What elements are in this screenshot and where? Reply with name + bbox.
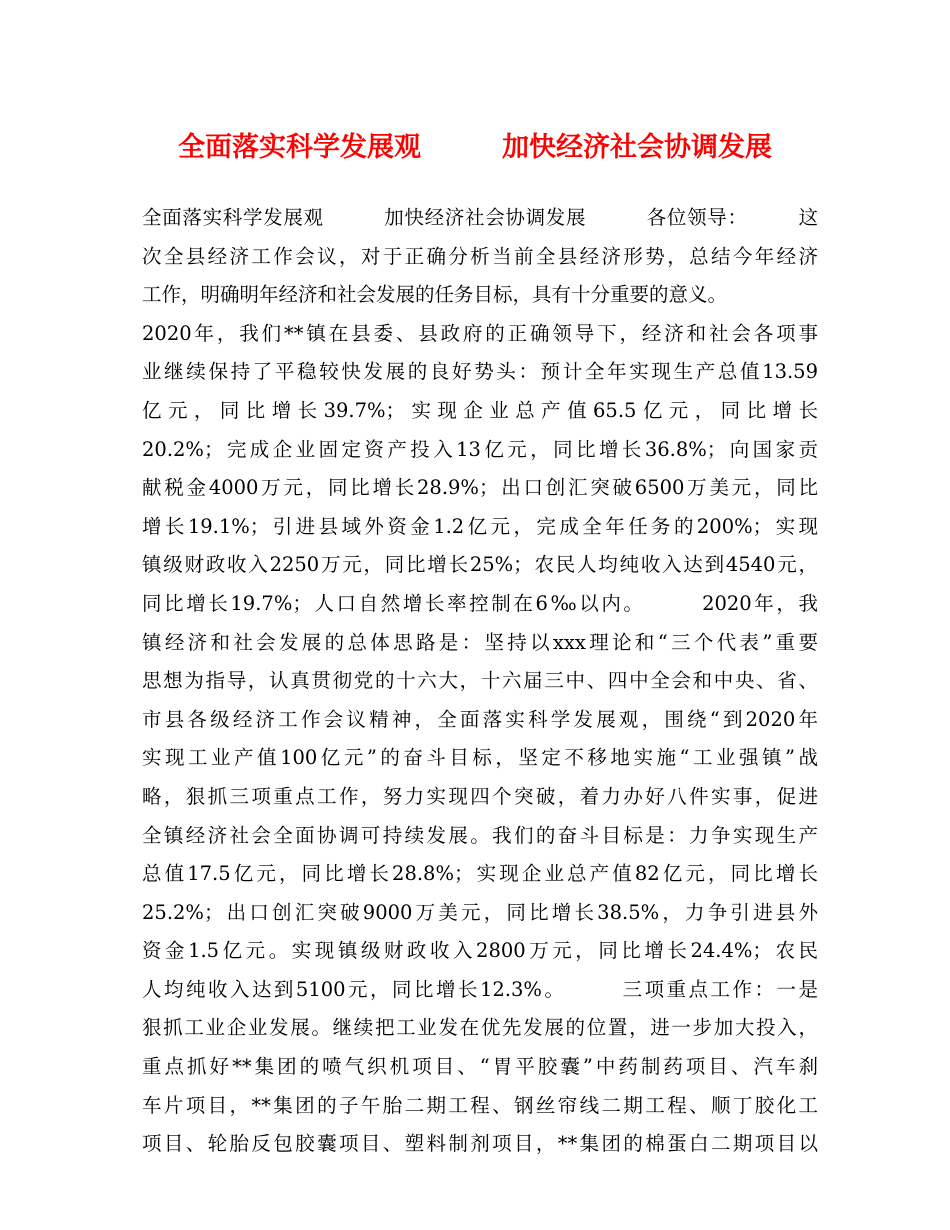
body-line: 亿元，同比增长39.7%；实现企业总产值65.5亿元，同比增长 (142, 398, 818, 422)
body-line: 2020年，我们**镇在县委、县政府的正确领导下，经济和社会各项事 (142, 321, 818, 345)
body-line: 思想为指导，认真贯彻党的十六大，十六届三中、四中全会和中央、省、 (142, 669, 818, 693)
body-line: 镇级财政收入2250万元，同比增长25%；农民人均纯收入达到4540元， (142, 553, 818, 577)
body-line: 略，狠抓三项重点工作，努力实现四个突破，着力办好八件实事，促进 (142, 784, 818, 808)
body-line: 车片项目，**集团的子午胎二期工程、钢丝帘线二期工程、顺丁胶化工 (142, 1093, 818, 1117)
body-line: 业继续保持了平稳较快发展的良好势头：预计全年实现生产总值13.59 (142, 360, 818, 384)
body-line: 总值17.5亿元，同比增长28.8%；实现企业总产值82亿元，同比增长 (142, 862, 818, 886)
body-line: 25.2%；出口创汇突破9000万美元，同比增长38.5%，力争引进县外 (142, 900, 818, 924)
body-line: 工作，明确明年经济和社会发展的任务目标，具有十分重要的意义。 (142, 283, 728, 307)
body-line: 项目、轮胎反包胶囊项目、塑料制剂项目，**集团的棉蛋白二期项目以 (142, 1132, 818, 1156)
body-line: 全面落实科学发展观 加快经济社会协调发展 各位领导： 这 (142, 206, 818, 229)
body-line: 20.2%；完成企业固定资产投入13亿元，同比增长36.8%；向国家贡 (142, 437, 818, 461)
document-title: 全面落实科学发展观 加快经济社会协调发展 (178, 132, 772, 163)
body-line: 重点抓好**集团的喷气织机项目、“胃平胶囊”中药制药项目、汽车刹 (142, 1055, 818, 1079)
body-line: 次全县经济工作会议，对于正确分析当前全县经济形势，总结今年经济 (142, 244, 818, 268)
body-line: 同比增长19.7%；人口自然增长率控制在6‰以内。 2020年，我 (142, 591, 818, 615)
body-line: 人均纯收入达到5100元，同比增长12.3%。 三项重点工作：一是 (142, 977, 818, 1001)
body-line: 全镇经济社会全面协调可持续发展。我们的奋斗目标是：力争实现生产 (142, 823, 818, 847)
body-line: 狠抓工业企业发展。继续把工业发在优先发展的位置，进一步加大投入， (142, 1016, 818, 1040)
body-line: 资金1.5亿元。实现镇级财政收入2800万元，同比增长24.4%；农民 (142, 939, 818, 963)
body-line: 实现工业产值100亿元”的奋斗目标，坚定不移地实施“工业强镇”战 (142, 746, 818, 770)
body-line: 献税金4000万元，同比增长28.9%；出口创汇突破6500万美元，同比 (142, 476, 818, 500)
body-line: 镇经济和社会发展的总体思路是：坚持以xxx理论和“三个代表”重要 (142, 630, 818, 654)
body-line: 增长19.1%；引进县域外资金1.2亿元，完成全年任务的200%；实现 (142, 514, 818, 538)
body-line: 市县各级经济工作会议精神，全面落实科学发展观，围绕“到2020年 (142, 707, 818, 731)
document-body (142, 199, 818, 1164)
